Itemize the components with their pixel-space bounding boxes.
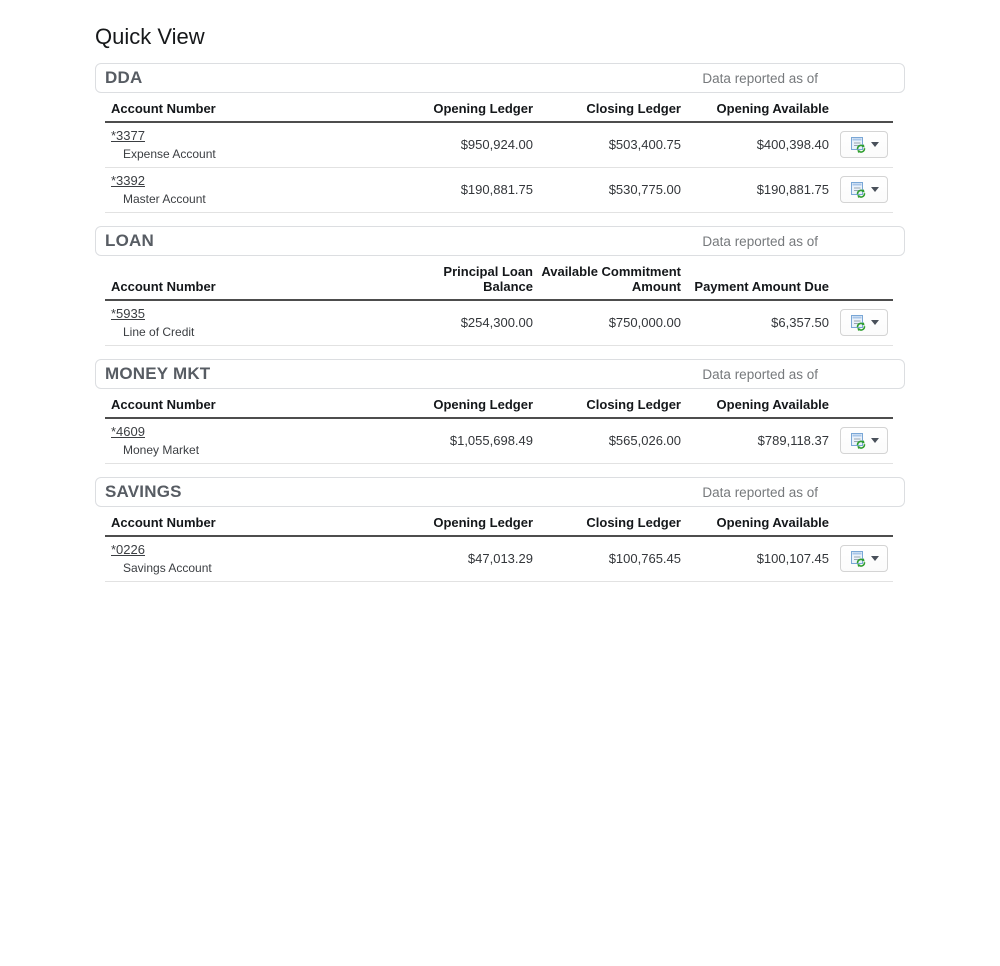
report-transfer-icon (850, 551, 867, 567)
accounts-table (105, 389, 893, 464)
account-row (105, 168, 893, 213)
chevron-down-icon (871, 187, 879, 192)
account-nickname: Savings Account (123, 561, 212, 575)
amount-cell-2: $100,765.45 (533, 536, 681, 582)
column-header-value-3: Payment Amount Due (681, 256, 829, 300)
account-cell (105, 122, 390, 168)
page-title: Quick View (95, 24, 205, 49)
column-header-value-2: Closing Ledger (533, 93, 681, 122)
section-header (95, 63, 905, 93)
section-dda (95, 63, 905, 213)
table-header-row (105, 389, 893, 418)
account-row (105, 122, 893, 168)
amount-cell-3: $6,357.50 (681, 300, 829, 346)
amount-cell-3: $190,881.75 (681, 168, 829, 213)
report-transfer-icon (850, 182, 867, 198)
account-row (105, 418, 893, 464)
section-savings (95, 477, 905, 582)
account-row (105, 300, 893, 346)
section-title: LOAN (105, 231, 154, 250)
account-nickname: Master Account (123, 192, 206, 206)
action-cell (829, 418, 893, 464)
column-header-actions (829, 256, 893, 300)
data-reported-as-of-label: Data reported as of (702, 484, 818, 500)
account-cell (105, 168, 390, 213)
column-header-value-2: Available Commitment Amount (533, 256, 681, 300)
action-cell (829, 300, 893, 346)
column-header-actions (829, 389, 893, 418)
data-reported-as-of-label: Data reported as of (702, 366, 818, 382)
account-cell (105, 300, 390, 346)
column-header-actions (829, 507, 893, 536)
column-header-value-1: Principal Loan Balance (390, 256, 533, 300)
amount-cell-3: $400,398.40 (681, 122, 829, 168)
table-header-row (105, 93, 893, 122)
report-transfer-icon (850, 137, 867, 153)
row-action-menu-button[interactable] (840, 545, 888, 572)
amount-cell-2: $503,400.75 (533, 122, 681, 168)
section-title: MONEY MKT (105, 364, 211, 383)
account-row (105, 536, 893, 582)
chevron-down-icon (871, 142, 879, 147)
account-sections (95, 63, 905, 582)
account-number-link[interactable]: *3377 (111, 128, 145, 143)
column-header-value-2: Closing Ledger (533, 507, 681, 536)
amount-cell-2: $530,775.00 (533, 168, 681, 213)
row-action-menu-button[interactable] (840, 427, 888, 454)
chevron-down-icon (871, 438, 879, 443)
account-nickname: Expense Account (123, 147, 216, 161)
column-header-value-2: Closing Ledger (533, 389, 681, 418)
table-header-row (105, 507, 893, 536)
account-cell (105, 536, 390, 582)
accounts-table (105, 93, 893, 213)
account-number-link[interactable]: *4609 (111, 424, 145, 439)
action-cell (829, 122, 893, 168)
amount-cell-1: $950,924.00 (390, 122, 533, 168)
data-reported-as-of-label: Data reported as of (702, 233, 818, 249)
row-action-menu-button[interactable] (840, 176, 888, 203)
accounts-table (105, 256, 893, 346)
section-title: SAVINGS (105, 482, 182, 501)
account-nickname: Line of Credit (123, 325, 195, 339)
amount-cell-1: $1,055,698.49 (390, 418, 533, 464)
account-number-link[interactable]: *5935 (111, 306, 145, 321)
report-transfer-icon (850, 315, 867, 331)
section-header (95, 359, 905, 389)
row-action-menu-button[interactable] (840, 131, 888, 158)
section-header (95, 226, 905, 256)
amount-cell-1: $254,300.00 (390, 300, 533, 346)
column-header-account-number: Account Number (105, 93, 390, 122)
amount-cell-3: $789,118.37 (681, 418, 829, 464)
column-header-value-3: Opening Available (681, 507, 829, 536)
section-title: DDA (105, 68, 143, 87)
report-transfer-icon (850, 433, 867, 449)
amount-cell-3: $100,107.45 (681, 536, 829, 582)
column-header-value-1: Opening Ledger (390, 507, 533, 536)
account-cell (105, 418, 390, 464)
column-header-value-3: Opening Available (681, 93, 829, 122)
amount-cell-1: $190,881.75 (390, 168, 533, 213)
account-nickname: Money Market (123, 443, 200, 457)
section-header (95, 477, 905, 507)
action-cell (829, 536, 893, 582)
amount-cell-2: $750,000.00 (533, 300, 681, 346)
column-header-value-3: Opening Available (681, 389, 829, 418)
action-cell (829, 168, 893, 213)
column-header-account-number: Account Number (105, 256, 390, 300)
column-header-account-number: Account Number (105, 389, 390, 418)
section-money-mkt (95, 359, 905, 464)
section-loan (95, 226, 905, 346)
account-number-link[interactable]: *0226 (111, 542, 145, 557)
accounts-table (105, 507, 893, 582)
data-reported-as-of-label: Data reported as of (702, 70, 818, 86)
column-header-value-1: Opening Ledger (390, 93, 533, 122)
column-header-account-number: Account Number (105, 507, 390, 536)
table-header-row (105, 256, 893, 300)
amount-cell-1: $47,013.29 (390, 536, 533, 582)
row-action-menu-button[interactable] (840, 309, 888, 336)
chevron-down-icon (871, 320, 879, 325)
amount-cell-2: $565,026.00 (533, 418, 681, 464)
chevron-down-icon (871, 556, 879, 561)
column-header-value-1: Opening Ledger (390, 389, 533, 418)
account-number-link[interactable]: *3392 (111, 173, 145, 188)
column-header-actions (829, 93, 893, 122)
